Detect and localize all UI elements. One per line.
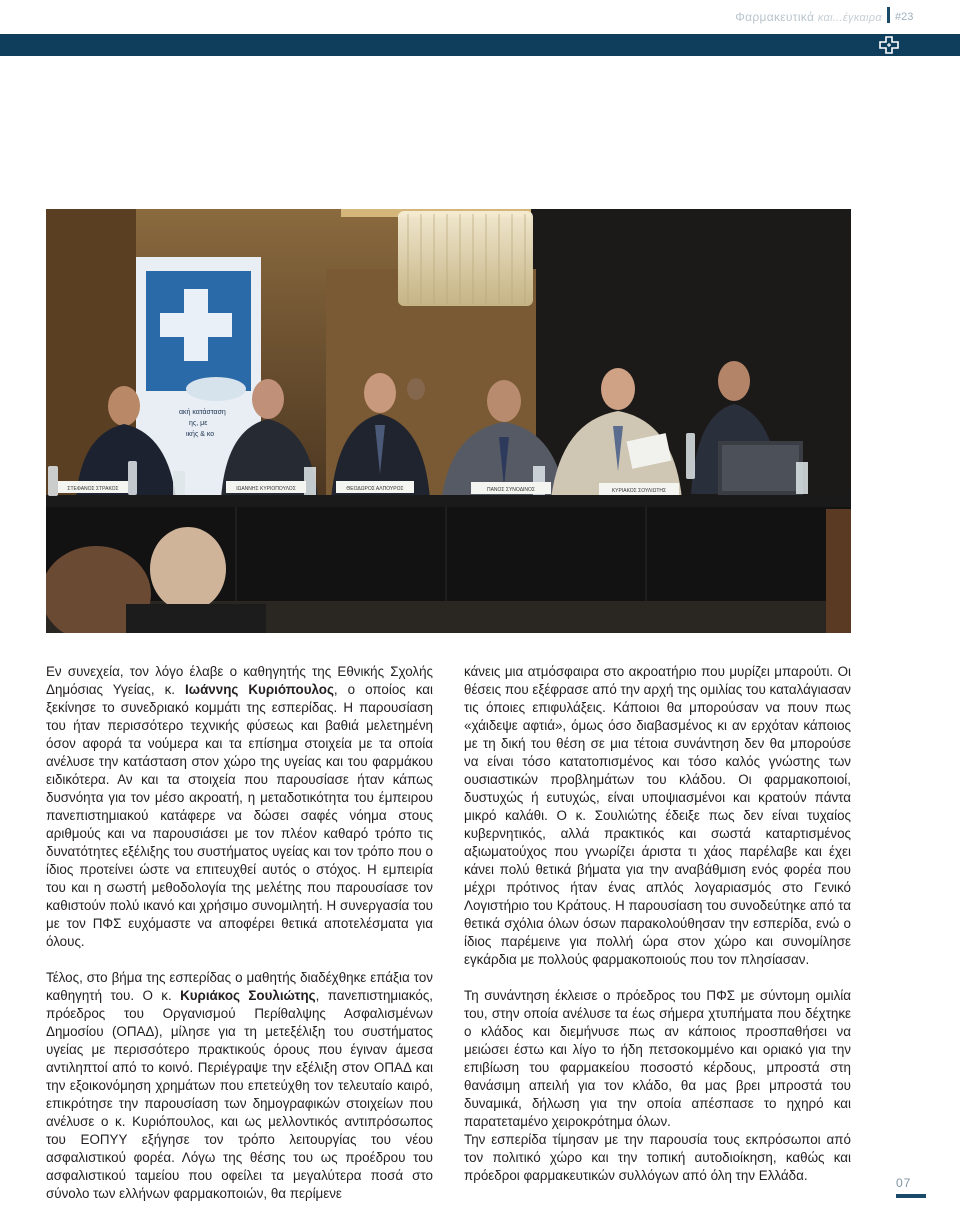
page-number: 07 — [896, 1176, 912, 1190]
paragraph-text: , ο οποίος και ξεκίνησε το συνεδριακό κομμάτι της εσπερίδας. Η παρουσίαση του ήταν περισσότερο τεχνικής φύσεως και βαθιά μελετημένη όσον αφορά τα νούμερα και τα επίσημα στοιχεία με τα οποία ανέλυσε την κατάσταση στον χώρο της υγείας και του φαρμάκου ειδικότερα. Αν και τα στοιχεία που παρουσίασε ήταν κάπως δυσνόητα για τον μέσο ακροατή, η μεταδοτικότητα του έμπειρου πανεπιστημιακού κατάφερε να δώσει σαφές νόημα στους αριθμούς και να παρουσιάσει με τον πλέον καθαρό τρόπο τις δυνατότητες εξέλιξης του συστήματος υγείας και τον τρόπο που ο ίδιος προτείνει ώστε να επιτευχθεί αυτός ο στόχος. Η εμπειρία του και η σωστή μεθοδολογία της μελέτης που παρουσίασε τον καθιστούν πολύ ικανό και χρήσιμο συνομιλητή. Η συνεργασία του με τον ΠΦΣ ευχόμαστε να αποφέρει θετικά αποτελέσματα για όλους. — [46, 682, 433, 949]
nameplate-3: ΘΕΟΔΩΡΟΣ ΑΛΠΟΥΡΟΣ — [346, 486, 404, 492]
paragraph-text: Τέλος, στο βήμα της εσπερίδας ο μαθητής διαδέχθηκε επάξια τον καθηγητή του. Ο κ. — [46, 970, 433, 1003]
article-left-column — [46, 663, 433, 1203]
header-title: Φαρμακευτικά — [735, 10, 815, 24]
nameplate-4: ΠΑΝΟΣ ΣΥΝΟΔΙΝΟΣ — [486, 487, 536, 493]
paragraph-text: Εν συνεχεία, τον λόγο έλαβε ο καθηγητής της Εθνικής Σχολής Δημόσιας Υγείας, κ. — [46, 664, 433, 697]
paragraph-souliotis — [46, 969, 433, 1203]
speaker-name-souliotis: Κυριάκος Σουλιώτης — [180, 988, 316, 1003]
speaker-name-kyriopoulos: Ιωάννης Κυριόπουλος — [185, 682, 334, 697]
nameplate-1: ΣΤΕΦΑΝΟΣ ΣΤΡΑΚΟΣ — [67, 486, 119, 492]
paragraph-kyriopoulos — [46, 663, 433, 951]
banner-text-2: ης, με — [189, 420, 208, 427]
nameplate-2: ΙΩΑΝΝΗΣ ΚΥΡΙΟΠΟΥΛΟΣ — [236, 486, 296, 492]
header-subtitle: και...έγκαιρα — [817, 12, 882, 24]
conference-photo — [46, 209, 851, 633]
issue-number: #23 — [895, 11, 914, 23]
article-right-column — [464, 663, 851, 1185]
paragraph-text: , πανεπιστημιακός, πρόεδρος του Οργανισμού Περίθαλψης Ασφαλισμένων Δημοσίου (ΟΠΑΔ), μίλησε για τη μετεξέλιξη του συστήματος υγείας με περισσότερο πρακτικούς όρους που έγιναν άμεσα αντιληπτοί από το κοινό. Περιέγραψε την εξέλιξη στον ΟΠΑΔ και την εξοικονόμηση χρημάτων που επετεύχθη τον τελευταίο καιρό, επικρότησε την παρουσίαση των δημογραφικών στοιχείων που ανέλυσε ο κ. Κυριόπουλος, και ως μελλοντικός αντιπρόσωπος του ΕΟΠΥΥ εξήγησε τον τρόπο λειτουργίας του νέου ασφαλιστικού φορέα. Λόγω της θέσης του ως προέδρου του ασφαλιστικού ταμείου που οφείλει τα μεγαλύτερα ποσά στο σύνολο των ελλήνων φαρμακοποιών, θα περίμενε — [46, 988, 433, 1201]
nameplate-5: ΚΥΡΙΑΚΟΣ ΣΟΥΛΙΩΤΗΣ — [611, 488, 667, 494]
paragraph-attendees: Την εσπερίδα τίμησαν με την παρουσία τους εκπρόσωποι από τον πολιτικό χώρο και την τοπική αυτοδιοίκηση, καθώς και πρόεδροι φαρμακευτικών συλλόγων από όλη την Ελλάδα. — [464, 1132, 851, 1183]
pharmacy-cross-icon — [878, 36, 900, 54]
paragraph-closing-speech: Τη συνάντηση έκλεισε ο πρόεδρος του ΠΦΣ με σύντομη ομιλία του, στην οποία ανέλυσε τα έως σήμερα χτυπήματα που δέχτηκε ο κλάδος και διεμήνυσε πως αν κάποιος προσπαθήσει να μειώσει έστω και λίγο το ήδη πετσοκομμένο και οριακό για την επιβίωση του φαρμακείου ποσοστό κέρδους, μπροστά στη θανάσιμη απειλή για τον κλάδο, θα μας βρει μπροστά του δυναμικά, δήλωση για την οποία απέσπασε το ηχηρό και παρατεταμένο χειροκρότημα όλων. — [464, 988, 851, 1129]
banner-text-1: ακή κατάσταση — [179, 409, 226, 416]
running-header — [735, 10, 882, 24]
header-divider — [887, 7, 890, 23]
page-number-bar — [896, 1194, 926, 1198]
paragraph-continuation: κάνεις μια ατμόσφαιρα στο ακροατήριο που μυρίζει μπαρούτι. Οι θέσεις που εξέφρασε από την αρχή της ομιλίας του καταλάγιασαν τις όποιες επιφυλάξεις. Κάποιοι θα μπορούσαν να πουν πως «χάιδεψε αφτιά», όμως όσο διαβασμένος κι αν ερχόταν κάποιος με τη δική του θέση σε μια τέτοια συνάντηση δεν θα μπορούσε να είναι τόσο κατατοπισμένος και τόσο καλός γνώστης των ουσιαστικών προβλημάτων του κλάδου. Οι φαρμακοποιοί, δυστυχώς ή ευτυχώς, είναι υποψιασμένοι και κρατούν πάντα μικρό καλάθι. Ο κ. Σουλιώτης έδειξε πως δεν είναι τυχαίος κυβερνητικός, αλλά πρακτικός και σωστά καταρτισμένος αξιωματούχος που γνωρίζει άριστα τι χάος παρέλαβε και έχει κάνει πολύ θετικά βήματα για την αναβάθμιση ενός φορέα που μέχρι πρότινος ήταν ένας απλός λογαριασμός στο Γενικό Λογιστήριο του Κράτους. Η παρουσίαση του συνοδεύτηκε από τα θετικά σχόλια όλων όσων παρακολούθησαν την εσπερίδα, ενώ ο ίδιος παρέμεινε για πολλή ώρα στον χώρο και συνομίλησε εγκάρδια με πολλούς φαρμακοποιούς που τον πλησίασαν. — [464, 664, 851, 967]
banner-text-3: ικής & κο — [186, 431, 215, 438]
header-band — [0, 34, 960, 56]
